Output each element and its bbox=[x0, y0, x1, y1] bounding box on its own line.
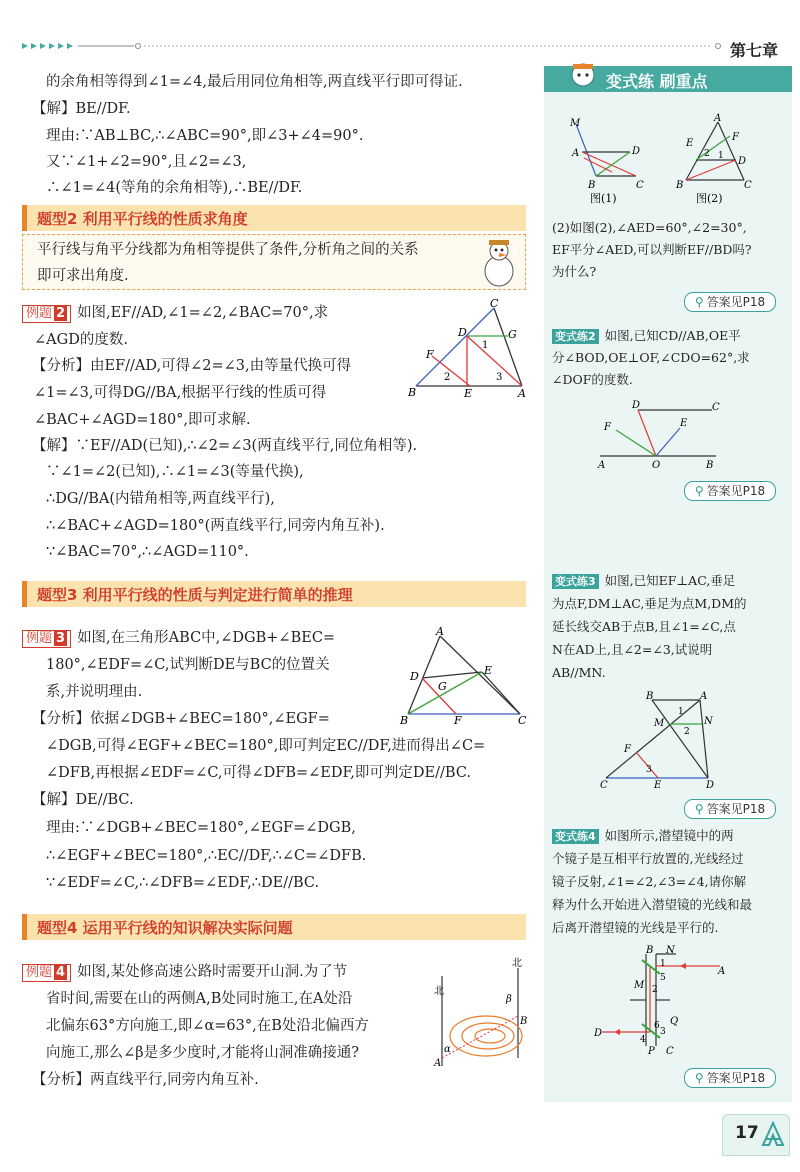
example-3-line: 180°,∠EDF=∠C,试判断DE与BC的位置关 bbox=[46, 657, 330, 673]
answer-reference-button[interactable]: ⚲ 答案见P18 bbox=[684, 292, 776, 312]
fig-label: F bbox=[426, 348, 434, 361]
sidebar-v3-line: N在AD上,且∠2=∠3,试说明 bbox=[552, 642, 713, 657]
fig-label: E bbox=[484, 664, 493, 677]
sidebar-v2-line: 变式练2 如图,已知CD//AB,OE平 bbox=[552, 326, 741, 346]
example-2-line: ∠1=∠3,可得DG//BA,根据平行线的性质可得 bbox=[34, 385, 327, 401]
example-3-line: ∠DGB,可得∠EGF+∠BEC=180°,即可判定EC//DF,进而得出∠C= bbox=[46, 738, 486, 754]
fig-label: D bbox=[410, 670, 419, 683]
variant-tag: 变式练2 bbox=[552, 329, 599, 344]
chapter-title: 第七章 bbox=[730, 41, 779, 60]
fig-label: E bbox=[680, 418, 688, 429]
fig-label: A bbox=[436, 626, 444, 638]
fig-label: N bbox=[704, 716, 713, 727]
sidebar-v4-line: 变式练4 如图所示,潜望镜中的两 bbox=[552, 826, 734, 846]
fig-label: A bbox=[714, 113, 722, 124]
fig-label: B bbox=[588, 180, 596, 191]
fig-label: C bbox=[636, 180, 644, 191]
example-4-line: 北偏东63°方向施工,即∠α=63°,在B处沿北偏西方 bbox=[46, 1018, 369, 1034]
example-tag: 例题 3 bbox=[22, 630, 71, 648]
fig-label: B bbox=[520, 1016, 528, 1027]
sidebar-v2-line: ∠DOF的度数. bbox=[552, 372, 633, 387]
sidebar-v3-line: 为点F,DM⊥AC,垂足为点M,DM的 bbox=[552, 596, 747, 611]
example-3-line: ∴∠EGF+∠BEC=180°,∴EC//DF,∴∠C=∠DFB. bbox=[46, 848, 367, 864]
example-3-line: ∵∠EDF=∠C,∴∠DFB=∠EDF,∴DE//BC. bbox=[46, 875, 320, 891]
section-title: 题型4 运用平行线的知识解决实际问题 bbox=[37, 919, 293, 937]
fig-label: 2 bbox=[444, 372, 451, 383]
section-header-type3 bbox=[22, 581, 526, 607]
sidebar-v4-line: 后离开潜望镜的光线是平行的. bbox=[552, 920, 719, 935]
fig-label: E bbox=[654, 780, 662, 790]
fig-label: B bbox=[706, 460, 714, 471]
section-title: 题型2 利用平行线的性质求角度 bbox=[37, 210, 248, 228]
figure-variant-2 bbox=[594, 394, 724, 474]
fig-label: C bbox=[490, 297, 499, 310]
variant-tag: 变式练4 bbox=[552, 829, 599, 844]
example-3-line: 【分析】依据∠DGB+∠BEC=180°,∠EGF= bbox=[32, 711, 330, 727]
fig-label: 5 bbox=[660, 973, 666, 983]
intro-line: 理由:∵AB⊥BC,∴∠ABC=90°,即∠3+∠4=90°. bbox=[46, 128, 364, 144]
fig-label: D bbox=[594, 1028, 603, 1039]
example-3-line: 例题 3 如图,在三角形ABC中,∠DGB+∠BEC= bbox=[22, 628, 335, 648]
fig-label: 2 bbox=[684, 727, 690, 737]
tip-box bbox=[22, 234, 526, 290]
fig-label: A bbox=[598, 460, 606, 471]
example-2-line: 例题 2 如图,EF//AD,∠1=∠2,∠BAC=70°,求 bbox=[22, 303, 328, 323]
example-tag: 例题 2 bbox=[22, 305, 71, 323]
sidebar-v2-line: 分∠BOD,OE⊥OF,∠CDO=62°,求 bbox=[552, 350, 750, 365]
fig-label: A bbox=[434, 1058, 442, 1069]
answer-reference-button[interactable]: ⚲ 答案见P18 bbox=[684, 481, 776, 501]
section-header-type2 bbox=[22, 205, 526, 231]
fig-label: B bbox=[408, 386, 417, 399]
fig-label: M bbox=[634, 980, 645, 991]
sidebar-v4-line: 释为什么开始进入潜望镜的光线和最 bbox=[552, 897, 753, 912]
tip-line: 即可求出角度. bbox=[37, 268, 129, 284]
sidebar-v3-line: 延长线交AB于点B,且∠1=∠C,点 bbox=[552, 619, 736, 634]
fig-label: B bbox=[646, 945, 654, 956]
example-2-line: ∠AGD的度数. bbox=[34, 332, 128, 348]
fig-label: D bbox=[706, 780, 715, 790]
example-2-line: ∴DG//BA(内错角相等,两直线平行), bbox=[46, 491, 275, 507]
fig-label: B bbox=[400, 714, 409, 726]
fig-label: 北 bbox=[512, 958, 522, 969]
answer-reference-button[interactable]: ⚲ 答案见P18 bbox=[684, 1068, 776, 1088]
figure-variant-4 bbox=[590, 944, 730, 1056]
fig-label: M bbox=[570, 118, 581, 129]
fig-label: β bbox=[506, 994, 512, 1005]
example-3-line: ∠DFB,再根据∠EDF=∠C,可得∠DFB=∠EDF,即可判定DE//BC. bbox=[46, 765, 472, 781]
header-decoration bbox=[22, 46, 722, 48]
sidebar-q1-line: 为什么? bbox=[552, 264, 597, 279]
fig-label: O bbox=[652, 460, 661, 471]
fig-caption: 图(1) bbox=[590, 192, 617, 205]
fig-label: C bbox=[666, 1046, 674, 1056]
fig-label: E bbox=[464, 387, 473, 400]
fig-label: F bbox=[624, 744, 631, 755]
fig-label: F bbox=[454, 714, 462, 726]
fig-label: C bbox=[518, 714, 527, 726]
example-3-line: 【解】DE//BC. bbox=[32, 792, 134, 808]
section-title: 题型3 利用平行线的性质与判定进行简单的推理 bbox=[37, 586, 353, 604]
fig-label: α bbox=[444, 1044, 451, 1055]
sidebar-v3-line: AB//MN. bbox=[552, 665, 606, 680]
figure-sidebar-1 bbox=[566, 116, 656, 206]
figure-example-2 bbox=[404, 296, 532, 400]
fig-label: B bbox=[646, 691, 654, 702]
fig-label: N bbox=[666, 945, 675, 956]
example-2-line: 【解】∵EF//AD(已知),∴∠2=∠3(两直线平行,同位角相等). bbox=[32, 438, 418, 454]
sidebar-v3-line: 变式练3 如图,已知EF⊥AC,垂足 bbox=[552, 571, 735, 591]
example-4-line: 省时间,需要在山的两侧A,B处同时施工,在A处沿 bbox=[46, 991, 353, 1007]
fig-label: A bbox=[572, 148, 580, 159]
fig-label: P bbox=[648, 1046, 655, 1056]
example-3-line: 系,并说明理由. bbox=[46, 684, 143, 700]
page-number-badge bbox=[722, 1114, 790, 1156]
example-4-line: 向施工,那么∠β是多少度时,才能将山洞准确接通? bbox=[46, 1045, 360, 1061]
fig-label: Q bbox=[670, 1016, 679, 1027]
fig-label: 3 bbox=[660, 1027, 666, 1037]
mascot-icon bbox=[564, 60, 602, 90]
fig-label: 6 bbox=[654, 1021, 660, 1031]
fig-label: A bbox=[518, 387, 526, 400]
sidebar-title: 变式练 刷重点 bbox=[606, 72, 708, 91]
example-2-line: ∵∠1=∠2(已知),∴∠1=∠3(等量代换), bbox=[46, 464, 304, 480]
intro-line: ∴∠1=∠4(等角的余角相等),∴BE//DF. bbox=[46, 180, 303, 196]
fig-label: G bbox=[508, 328, 517, 341]
fig-label: D bbox=[632, 146, 641, 157]
answer-reference-button[interactable]: ⚲ 答案见P18 bbox=[684, 799, 776, 819]
example-2-line: ∴∠BAC+∠AGD=180°(两直线平行,同旁内角互补). bbox=[46, 518, 385, 534]
variant-tag: 变式练3 bbox=[552, 574, 599, 589]
example-3-line: 理由:∵∠DGB+∠BEC=180°,∠EGF=∠DGB, bbox=[46, 820, 356, 836]
fig-label: 1 bbox=[660, 959, 666, 969]
mascot-icon bbox=[477, 235, 519, 289]
example-tag: 例题 4 bbox=[22, 964, 71, 982]
fig-label: 4 bbox=[640, 1035, 646, 1045]
fig-label: D bbox=[738, 156, 747, 167]
page-number: 17 bbox=[735, 1123, 759, 1143]
fig-label: F bbox=[732, 132, 739, 143]
fig-label: 1 bbox=[678, 707, 684, 717]
fig-label: A bbox=[700, 691, 708, 702]
fig-label: C bbox=[600, 780, 608, 790]
figure-example-4 bbox=[428, 954, 532, 1070]
fig-label: G bbox=[438, 680, 447, 693]
fig-label: A bbox=[718, 966, 726, 977]
intro-line: 又∵∠1+∠2=90°,且∠2=∠3, bbox=[46, 154, 247, 170]
example-4-line: 【分析】两直线平行,同旁内角互补. bbox=[32, 1072, 259, 1088]
fig-label: D bbox=[632, 400, 641, 411]
example-2-line: ∠BAC+∠AGD=180°,即可求解. bbox=[34, 412, 251, 428]
sidebar-v4-line: 镜子反射,∠1=∠2,∠3=∠4,请你解 bbox=[552, 874, 747, 889]
fig-label: 3 bbox=[496, 372, 503, 383]
figure-sidebar-2 bbox=[672, 112, 762, 206]
fig-label: 2 bbox=[704, 149, 710, 159]
fig-caption: 图(2) bbox=[696, 192, 723, 205]
brand-logo-icon bbox=[761, 1121, 785, 1147]
section-header-type4 bbox=[22, 914, 526, 940]
sidebar-header bbox=[544, 66, 792, 92]
fig-label: 1 bbox=[482, 340, 489, 351]
tip-line: 平行线与角平分线都为角相等提供了条件,分析角之间的关系 bbox=[37, 242, 419, 258]
fig-label: B bbox=[676, 180, 684, 191]
fig-label: F bbox=[604, 422, 611, 433]
intro-line: 【解】BE//DF. bbox=[32, 101, 131, 117]
fig-label: C bbox=[744, 180, 752, 191]
sidebar-q1-line: EF平分∠AED,可以判断EF//BD吗? bbox=[552, 242, 752, 257]
fig-label: M bbox=[654, 718, 665, 729]
sidebar-q1-line: (2)如图(2),∠AED=60°,∠2=30°, bbox=[552, 220, 747, 235]
fig-label: 3 bbox=[646, 765, 652, 775]
figure-example-3 bbox=[398, 626, 534, 726]
example-2-line: 【分析】由EF//AD,可得∠2=∠3,由等量代换可得 bbox=[32, 358, 352, 374]
intro-line: 的余角相等得到∠1=∠4,最后用同位角相等,两直线平行即可得证. bbox=[46, 74, 463, 90]
fig-label: 1 bbox=[718, 151, 724, 161]
figure-variant-3 bbox=[596, 690, 726, 790]
fig-label: 2 bbox=[652, 985, 658, 995]
example-2-line: ∵∠BAC=70°,∴∠AGD=110°. bbox=[46, 544, 249, 560]
fig-label: E bbox=[686, 138, 694, 149]
fig-label: 北 bbox=[434, 986, 444, 997]
fig-label: D bbox=[458, 326, 467, 339]
example-4-line: 例题 4 如图,某处修高速公路时需要开山洞.为了节 bbox=[22, 962, 347, 982]
fig-label: C bbox=[712, 402, 720, 413]
sidebar-v4-line: 个镜子是互相平行放置的,光线经过 bbox=[552, 851, 744, 866]
